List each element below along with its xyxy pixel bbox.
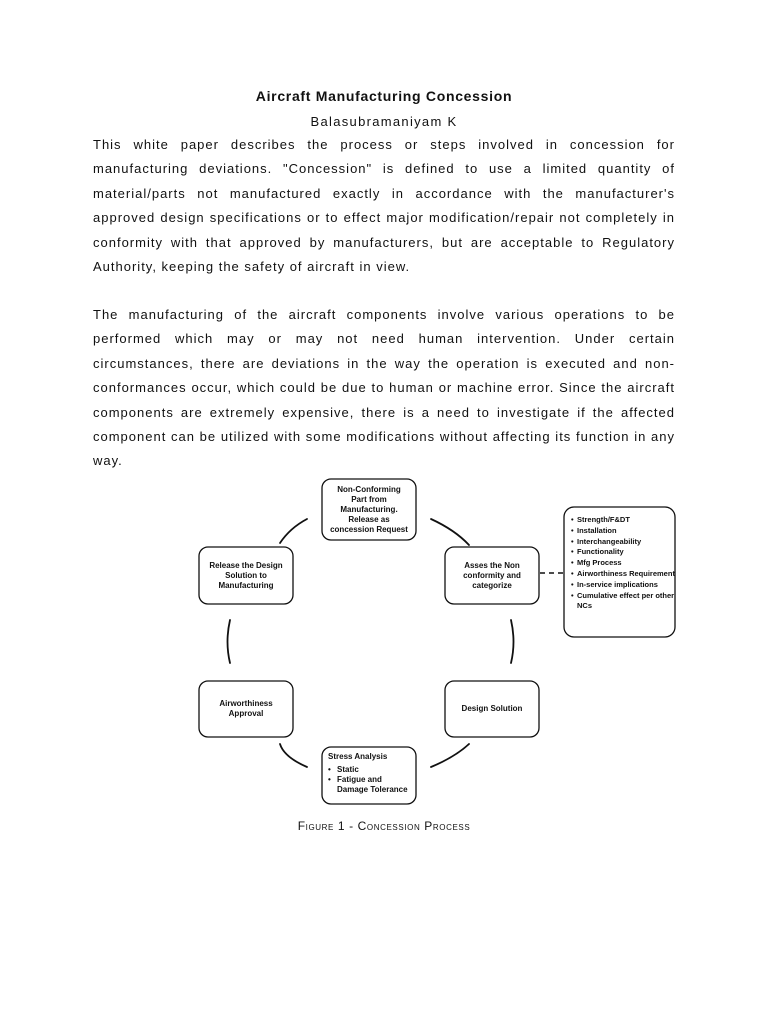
node-line: concession Request: [330, 524, 408, 534]
arc-top-left: [280, 519, 307, 543]
node-line: Manufacturing.: [340, 504, 398, 514]
arc-bottom-left: [280, 744, 307, 767]
stress-item-static: • Static: [328, 765, 408, 775]
node-line: Design Solution: [461, 704, 523, 713]
criteria-item: • In-service implications: [571, 580, 675, 591]
figure-caption: Figure 1 - Concession Process: [297, 819, 471, 833]
paragraph-1: This white paper describes the process or steps involved in concession for manufacturing deviations. "Concession" is defined to use a limited quantity of material/parts not manufactured exactly in accordance with the manufacturer's approved design specifications or to effect major modification/repair not completely in conformity with that approved by manufacturers, but are acceptable to Regulatory Authority, keeping the safety of aircraft in view.: [93, 137, 675, 275]
stress-list: [328, 765, 408, 795]
node-line: Approval: [228, 709, 264, 718]
node-line: Release as: [348, 514, 390, 524]
node-line: Part from: [351, 494, 387, 504]
node-stress-title: Stress Analysis: [328, 752, 388, 761]
node-airworthiness-approval: [199, 681, 293, 737]
criteria-item: • Airworthiness Requirement: [571, 569, 675, 580]
node-line: Release the Design: [209, 560, 283, 570]
assessment-criteria-list: [571, 515, 675, 612]
node-line: Manufacturing: [218, 580, 274, 590]
stress-item-fatigue: • Fatigue and Damage Tolerance: [328, 775, 408, 795]
node-line: Solution to: [225, 570, 267, 580]
arc-left: [228, 620, 231, 663]
criteria-item: • Installation: [571, 526, 675, 537]
node-line: categorize: [472, 580, 512, 590]
node-assess-nonconformity: [445, 547, 539, 604]
criteria-item: • Strength/F&DT: [571, 515, 675, 526]
node-nonconforming-part: [322, 479, 416, 540]
criteria-item: • Interchangeability: [571, 537, 675, 548]
node-line: Airworthiness: [219, 699, 273, 708]
arc-right: [511, 620, 514, 663]
node-line: Non-Conforming: [337, 484, 401, 494]
document-author: Balasubramaniyam K: [310, 114, 458, 129]
arc-top-right: [431, 519, 469, 545]
paragraph-2: The manufacturing of the aircraft components involve various operations to be performed which may or may not need human intervention. Under certain circumstances, there are deviations in the way the operation is executed and non-conformances occur, which could be due to human or machine error. Since the aircraft components are extremely expensive, there is a need to investigate if the affected component can be utilized with some modifications without affecting its function in any way.: [93, 307, 675, 469]
node-line: Asses the Non: [464, 560, 520, 570]
criteria-item: • Functionality: [571, 547, 675, 558]
node-design-solution: [445, 681, 539, 737]
node-release-design: [199, 547, 293, 604]
document-title: Aircraft Manufacturing Concession: [255, 88, 513, 104]
node-line: conformity and: [463, 570, 521, 580]
criteria-item: • Mfg Process: [571, 558, 675, 569]
arc-bottom-right: [431, 744, 469, 767]
criteria-item: • Cumulative effect per other NCs: [571, 591, 675, 613]
node-stress-analysis: [328, 752, 414, 795]
